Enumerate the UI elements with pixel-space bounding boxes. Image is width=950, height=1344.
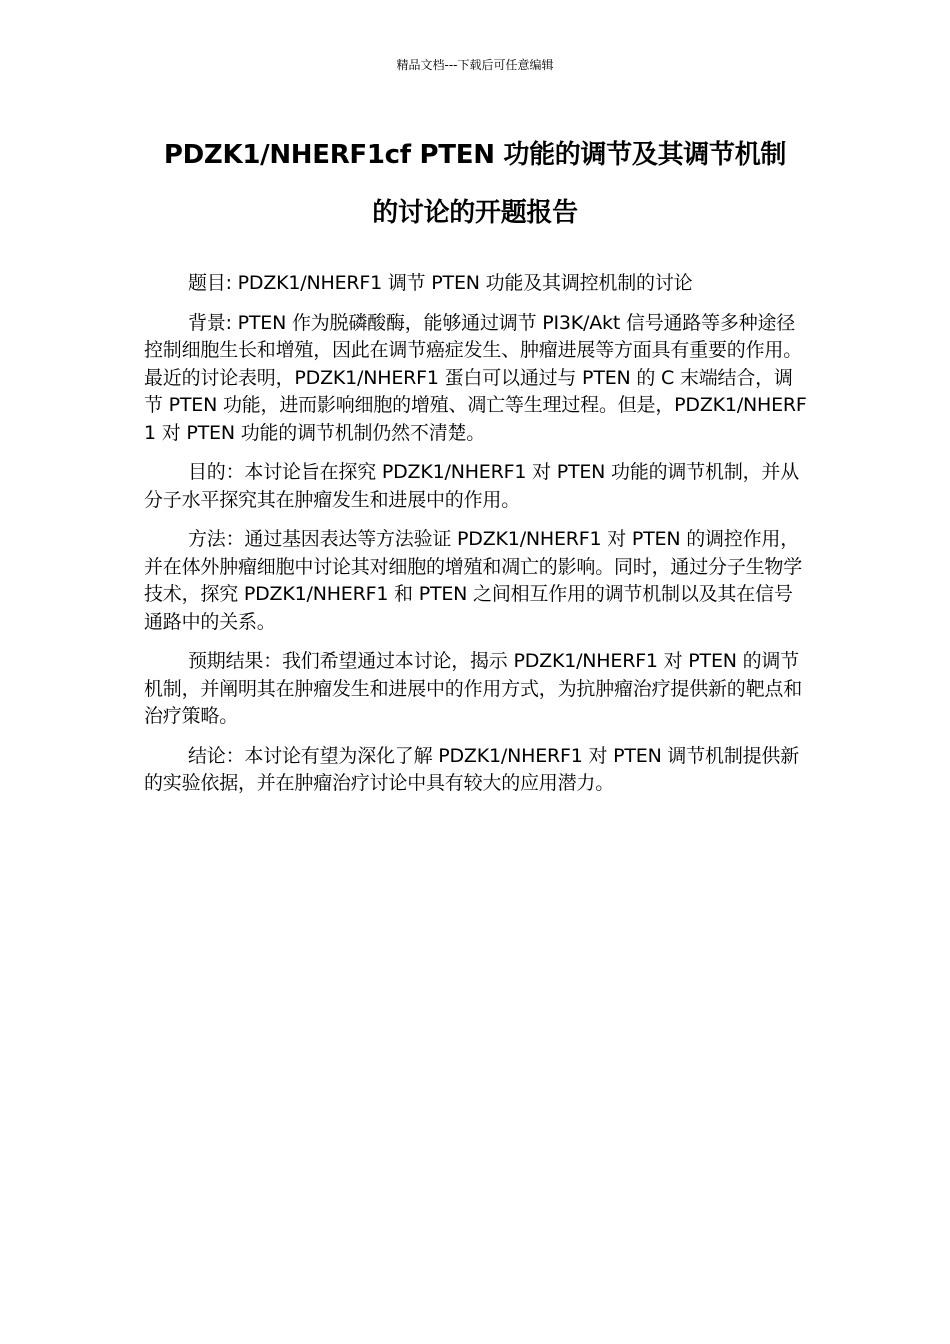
paragraph-expected-results: 预期结果：我们希望通过本讨论，揭示 PDZK1/NHERF1 对 PTEN 的调节机制，并阐明其在肿瘤发生和进展中的作用方式，为抗肿瘤治疗提供新的靶点和治疗策略。	[144, 650, 803, 727]
paragraph-purpose: 目的：本讨论旨在探究 PDZK1/NHERF1 对 PTEN 功能的调节机制，并从分子水平探究其在肿瘤发生和进展中的作用。	[144, 461, 800, 511]
document-title-line-2: 的讨论的开题报告	[372, 198, 578, 228]
paragraph-topic: 题目: PDZK1/NHERF1 调节 PTEN 功能及其调控机制的讨论	[188, 272, 693, 294]
paragraph-background: 背景: PTEN 作为脱磷酸酶，能够通过调节 PI3K/Akt 信号通路等多种途径控制细胞生长和增殖，因此在调节癌症发生、肿瘤进展等方面具有重要的作用。最近的讨论表明，PDZK1/NHERF1 蛋白可以通过与 PTEN 的 C 末端结合，调节 PTEN 功能，进而影响细胞的增殖、凋亡等生理过程。但是，PDZK1/NHERF1 对 PTEN 功能的调节机制仍然不清楚。	[144, 311, 807, 444]
paragraph-method: 方法：通过基因表达等方法验证 PDZK1/NHERF1 对 PTEN 的调控作用，并在体外肿瘤细胞中讨论其对细胞的增殖和凋亡的影响。同时，通过分子生物学技术，探究 PDZK1/NHERF1 和 PTEN 之间相互作用的调节机制以及其在信号通路中的关系。	[144, 528, 803, 633]
header-note: 精品文档---下载后可任意编辑	[396, 58, 554, 72]
document-title-line-1: PDZK1/NHERF1cf PTEN 功能的调节及其调节机制	[163, 140, 787, 170]
document-body	[144, 270, 808, 810]
paragraph-conclusion: 结论：本讨论有望为深化了解 PDZK1/NHERF1 对 PTEN 调节机制提供新的实验依据，并在肿瘤治疗讨论中具有较大的应用潜力。	[144, 744, 800, 794]
